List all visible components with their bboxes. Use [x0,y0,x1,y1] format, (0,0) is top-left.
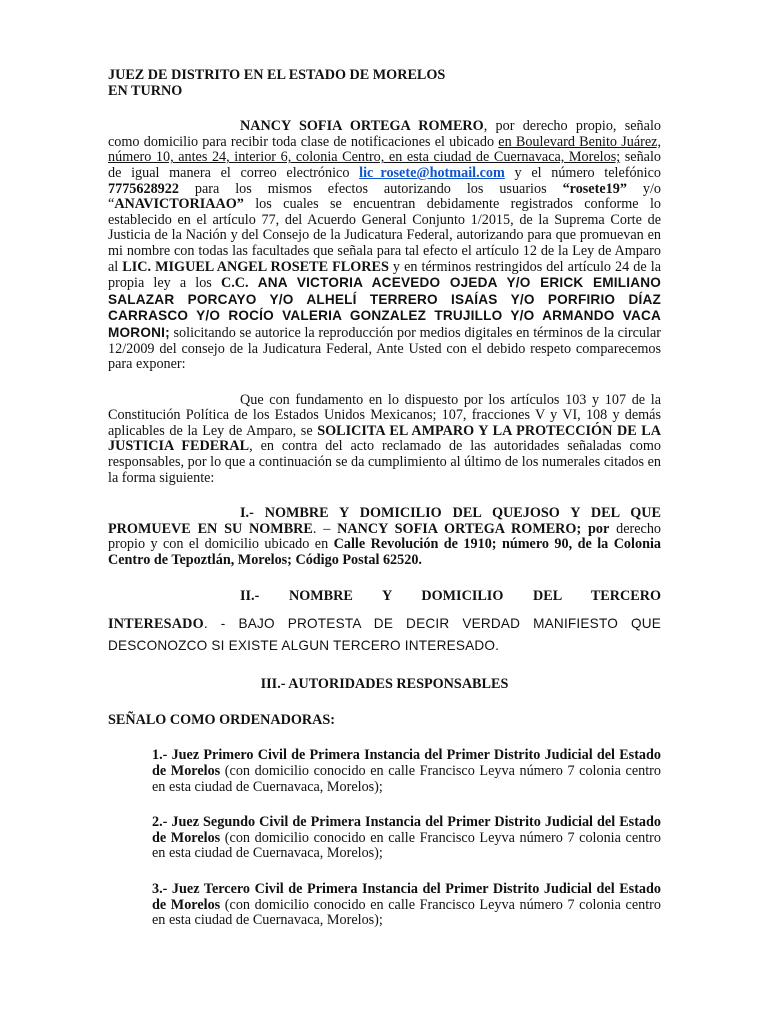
spacer [108,569,661,589]
legal-basis-paragraph [108,393,661,487]
phone-number: 7775628922 [108,180,179,197]
intro-text: y/o “ [108,180,661,213]
section-3-heading: III.- AUTORIDADES RESPONSABLES [260,676,509,693]
spacer [108,795,661,815]
intro-text: los cuales se encuentran debidamente registrados conforme lo establecido en el artículo 77, del Acuerdo General Conjunto 1/2015, de la Suprema Corte de Justicia de la Nación y del Consejo de la Judicatura Federal, autorizando para que promuevan en mi nombre con todas las facultades que señala para tal efecto el artículo 12 de la Ley de Amparo al [108,196,661,275]
section-1-address: Calle Revolución de 1910; número 90, de la Colonia Centro de Tepoztlán, Morelos; Código Postal 62520. [108,536,661,569]
authority-name: 2.- Juez Segundo Civil de Primera Instancia del Primer Distrito Judicial del Estado de Morelos [152,814,661,846]
court-heading-line1: JUEZ DE DISTRITO EN EL ESTADO DE MORELOS [108,67,446,83]
spacer [108,693,661,713]
authority-item [152,748,661,795]
court-heading-line2: EN TURNO [108,82,183,99]
authority-name: 3.- Juez Tercero Civil de Primera Instancia del Primer Distrito Judicial del Estado de Morelos [152,880,661,913]
legal-basis-text: Que con fundamento en lo dispuesto por los artículos 103 y 107 de la Constitución Política de los Estados Unidos Mexicanos; 107, fracciones V y VI, 108 y demás aplicables de la Ley de Amparo, se [108,391,661,439]
spacer [108,604,661,613]
spacer [108,657,661,677]
spacer [108,486,661,506]
intro-text: , por derecho propio, señalo como domicilio para recibir toda clase de notificaciones el ubicado [108,118,661,150]
intro-text: para los mismos efectos autorizando los usuarios [178,180,563,197]
spacer [108,99,661,119]
intro-text: y el número telefónico [504,164,661,181]
intro-paragraph [108,119,661,373]
intro-text: y en términos restringidos del artículo 24 de la propia ley a los [108,258,661,292]
authority-item [152,882,661,929]
legal-basis-text: , en contra del acto reclamado de las autoridades señaladas como responsables, por lo que a continuación se da cumplimiento al último de los numerales citados en la forma siguiente: [108,438,661,486]
spacer [108,373,661,393]
section-1 [108,506,661,568]
spacer [108,728,661,748]
user-anavictoriaao: ANAVICTORIAAO” [114,196,244,213]
authorized-persons: ANA VICTORIA ACEVEDO OJEDA Y/O ERICK EMILIANO SALAZAR PORCAYO Y/O ALHELÍ TERRERO ISAÍAS Y/O PORFIRIO DÍAZ CARRASCO Y/O ROCÍO VALERIA GONZALEZ TRUJILLO Y/O ARMANDO VACA MORONI; [108,275,662,340]
lawyer-name: LIC. MIGUEL ANGEL ROSETE FLORES [122,258,389,275]
amparo-request: SOLICITA EL AMPARO Y LA PROTECCIÓN DE LA JUSTICIA FEDERAL [108,422,662,455]
intro-text: solicitando se autorice la reproducción por medios digitales en términos de la circular 12/2009 del consejo de la Judicatura Federal, Ante Usted con el debido respeto comparecemos para exponer: [108,324,661,373]
authority-address: (con domicilio conocido en calle Francisco Leyva número 7 colonia centro en esta ciudad de Cuernavaca, Morelos); [152,763,661,795]
plaintiff-address: en Boulevard Benito Juárez, número 10, antes 24, interior 6, colonia Centro, en esta ciudad de Cuernavaca, Morelos; [108,133,661,166]
section-1-heading: I.- NOMBRE Y DOMICILIO DEL QUEJOSO Y DEL QUE PROMUEVE EN SU NOMBRE [108,505,661,537]
spacer [108,862,661,882]
section-2 [108,613,661,657]
authority-item [152,815,661,862]
authority-address: (con domicilio conocido en calle Francisco Leyva número 7 colonia centro en esta ciudad de Cuernavaca, Morelos); [152,896,661,929]
section-1-text: derecho propio y con el domicilio ubicado en [108,520,662,553]
section-2-text: . - BAJO PROTESTA DE DECIR VERDAD MANIFIESTO QUE DESCONOZCO SI EXISTE ALGUN TERCERO INTERESADO. [108,616,661,654]
document-page [108,68,661,929]
section-2-heading-b: INTERESADO [108,616,204,633]
intro-text: señalo de igual manera el correo electrónico [108,149,661,181]
user-rosete19: “rosete19” [562,180,627,197]
plaintiff-name: NANCY SOFIA ORTEGA ROMERO [240,118,484,135]
section-1-name: NANCY SOFIA ORTEGA ROMERO; por [337,520,610,537]
email-link[interactable]: lic_rosete@hotmail.com [359,164,505,181]
section-3-subheading: SEÑALO COMO ORDENADORAS: [108,711,336,728]
court-heading [108,68,661,99]
authority-address: (con domicilio conocido en calle Francisco Leyva número 7 colonia centro en esta ciudad de Cuernavaca, Morelos); [152,829,661,862]
section-2-heading: II.- NOMBRE Y DOMICILIO DEL TERCERO [240,587,661,604]
authority-name: 1.- Juez Primero Civil de Primera Instancia del Primer Distrito Judicial del Estado de Morelos [152,747,661,779]
cc-label: C.C. [220,275,258,292]
section-1-text: . – [312,520,338,537]
